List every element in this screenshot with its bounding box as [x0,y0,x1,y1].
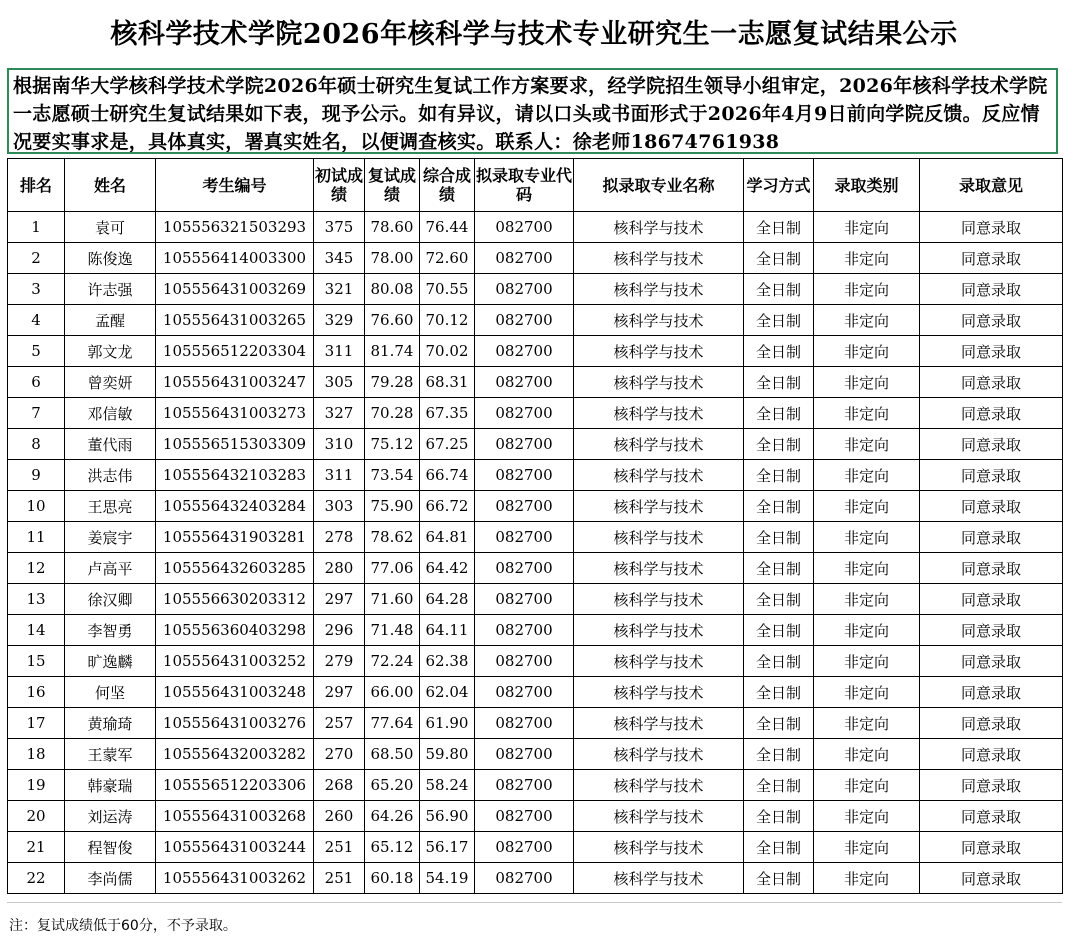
cell-candidate-id: 105556431003248 [156,677,314,708]
table-row [8,491,1063,522]
header-rank: 排名 [8,159,65,212]
cell-admission-opinion: 同意录取 [920,336,1063,367]
cell-rank: 18 [8,739,65,770]
cell-major-code: 082700 [475,863,574,894]
cell-study-mode: 全日制 [744,553,814,584]
cell-initial-score: 279 [314,646,365,677]
cell-initial-score: 311 [314,460,365,491]
cell-total-score: 70.02 [420,336,475,367]
cell-candidate-id: 105556431003273 [156,398,314,429]
cell-study-mode: 全日制 [744,584,814,615]
cell-major-name: 核科学与技术 [574,708,744,739]
cell-name: 程智俊 [65,832,156,863]
cell-admission-opinion: 同意录取 [920,770,1063,801]
cell-total-score: 56.17 [420,832,475,863]
cell-candidate-id: 105556431003244 [156,832,314,863]
table-row [8,770,1063,801]
cell-candidate-id: 105556630203312 [156,584,314,615]
cell-retest-score: 77.06 [365,553,420,584]
cell-admission-opinion: 同意录取 [920,832,1063,863]
cell-initial-score: 310 [314,429,365,460]
cell-admission-type: 非定向 [814,522,920,553]
cell-major-name: 核科学与技术 [574,212,744,243]
page-title: 核科学技术学院2026年核科学与技术专业研究生一志愿复试结果公示 [110,19,958,50]
cell-retest-score: 66.00 [365,677,420,708]
cell-major-code: 082700 [475,522,574,553]
cell-initial-score: 296 [314,615,365,646]
cell-name: 卢高平 [65,553,156,584]
cell-admission-opinion: 同意录取 [920,429,1063,460]
cell-name: 孟醒 [65,305,156,336]
cell-rank: 9 [8,460,65,491]
cell-major-code: 082700 [475,553,574,584]
cell-name: 郭文龙 [65,336,156,367]
table-row [8,677,1063,708]
cell-rank: 13 [8,584,65,615]
cell-total-score: 76.44 [420,212,475,243]
cell-admission-type: 非定向 [814,336,920,367]
cell-name: 李尚儒 [65,863,156,894]
cell-retest-score: 78.62 [365,522,420,553]
cell-major-name: 核科学与技术 [574,677,744,708]
table-row [8,522,1063,553]
cell-rank: 3 [8,274,65,305]
cell-admission-opinion: 同意录取 [920,367,1063,398]
cell-total-score: 54.19 [420,863,475,894]
cell-admission-opinion: 同意录取 [920,646,1063,677]
cell-retest-score: 71.60 [365,584,420,615]
cell-total-score: 67.25 [420,429,475,460]
cell-candidate-id: 105556432403284 [156,491,314,522]
cell-initial-score: 251 [314,863,365,894]
cell-major-name: 核科学与技术 [574,553,744,584]
cell-retest-score: 78.00 [365,243,420,274]
cell-major-code: 082700 [475,677,574,708]
table-row [8,460,1063,491]
cell-initial-score: 260 [314,801,365,832]
cell-admission-type: 非定向 [814,398,920,429]
cell-admission-type: 非定向 [814,274,920,305]
cell-admission-type: 非定向 [814,212,920,243]
table-row [8,646,1063,677]
cell-initial-score: 305 [314,367,365,398]
header-retest-score: 复试成绩 [365,159,420,212]
cell-study-mode: 全日制 [744,398,814,429]
cell-name: 李智勇 [65,615,156,646]
cell-total-score: 61.90 [420,708,475,739]
cell-total-score: 56.90 [420,801,475,832]
cell-admission-opinion: 同意录取 [920,801,1063,832]
header-major-code: 拟录取专业代码 [475,159,574,212]
cell-candidate-id: 105556360403298 [156,615,314,646]
cell-major-name: 核科学与技术 [574,584,744,615]
cell-study-mode: 全日制 [744,491,814,522]
cell-name: 陈俊逸 [65,243,156,274]
cell-initial-score: 280 [314,553,365,584]
cell-major-code: 082700 [475,212,574,243]
cell-rank: 10 [8,491,65,522]
table-row [8,863,1063,894]
cell-total-score: 62.38 [420,646,475,677]
cell-retest-score: 76.60 [365,305,420,336]
cell-initial-score: 270 [314,739,365,770]
cell-retest-score: 79.28 [365,367,420,398]
table-body [8,212,1063,894]
cell-total-score: 70.55 [420,274,475,305]
cell-study-mode: 全日制 [744,677,814,708]
cell-study-mode: 全日制 [744,212,814,243]
footnote: 注：复试成绩低于60分，不予录取。 [7,902,1062,946]
results-table [7,158,1063,894]
cell-major-code: 082700 [475,429,574,460]
cell-name: 韩豪瑞 [65,770,156,801]
cell-total-score: 66.74 [420,460,475,491]
cell-total-score: 64.28 [420,584,475,615]
cell-total-score: 64.42 [420,553,475,584]
cell-major-name: 核科学与技术 [574,336,744,367]
cell-admission-opinion: 同意录取 [920,522,1063,553]
cell-retest-score: 71.48 [365,615,420,646]
cell-initial-score: 329 [314,305,365,336]
header-candidate-id: 考生编号 [156,159,314,212]
cell-admission-type: 非定向 [814,367,920,398]
cell-rank: 6 [8,367,65,398]
cell-admission-opinion: 同意录取 [920,863,1063,894]
cell-retest-score: 73.54 [365,460,420,491]
cell-admission-type: 非定向 [814,708,920,739]
cell-rank: 22 [8,863,65,894]
cell-name: 许志强 [65,274,156,305]
cell-rank: 21 [8,832,65,863]
cell-candidate-id: 105556414003300 [156,243,314,274]
cell-admission-type: 非定向 [814,491,920,522]
cell-total-score: 68.31 [420,367,475,398]
table-row [8,739,1063,770]
cell-major-name: 核科学与技术 [574,646,744,677]
cell-candidate-id: 105556431003262 [156,863,314,894]
cell-initial-score: 327 [314,398,365,429]
cell-admission-opinion: 同意录取 [920,584,1063,615]
cell-candidate-id: 105556512203304 [156,336,314,367]
cell-total-score: 64.81 [420,522,475,553]
header-total-score: 综合成绩 [420,159,475,212]
table-row [8,212,1063,243]
header-row [8,159,1063,212]
cell-major-code: 082700 [475,646,574,677]
header-initial-score: 初试成绩 [314,159,365,212]
cell-initial-score: 278 [314,522,365,553]
cell-major-code: 082700 [475,367,574,398]
cell-major-name: 核科学与技术 [574,491,744,522]
table-header [8,159,1063,212]
cell-study-mode: 全日制 [744,460,814,491]
cell-rank: 7 [8,398,65,429]
cell-major-code: 082700 [475,832,574,863]
header-name: 姓名 [65,159,156,212]
cell-rank: 1 [8,212,65,243]
cell-major-name: 核科学与技术 [574,801,744,832]
cell-candidate-id: 105556431903281 [156,522,314,553]
cell-rank: 4 [8,305,65,336]
cell-rank: 2 [8,243,65,274]
cell-initial-score: 251 [314,832,365,863]
cell-name: 黄瑜琦 [65,708,156,739]
cell-candidate-id: 105556512203306 [156,770,314,801]
cell-major-code: 082700 [475,243,574,274]
table-row [8,553,1063,584]
cell-total-score: 62.04 [420,677,475,708]
cell-name: 刘运涛 [65,801,156,832]
table-row [8,336,1063,367]
cell-admission-opinion: 同意录取 [920,398,1063,429]
cell-major-name: 核科学与技术 [574,429,744,460]
cell-name: 董代雨 [65,429,156,460]
cell-admission-opinion: 同意录取 [920,677,1063,708]
cell-major-name: 核科学与技术 [574,615,744,646]
cell-admission-type: 非定向 [814,584,920,615]
table-row [8,305,1063,336]
cell-retest-score: 78.60 [365,212,420,243]
table-row [8,367,1063,398]
cell-name: 旷逸麟 [65,646,156,677]
cell-retest-score: 80.08 [365,274,420,305]
table-row [8,243,1063,274]
table-row [8,429,1063,460]
cell-major-name: 核科学与技术 [574,832,744,863]
cell-study-mode: 全日制 [744,708,814,739]
cell-major-code: 082700 [475,491,574,522]
cell-study-mode: 全日制 [744,646,814,677]
cell-total-score: 66.72 [420,491,475,522]
cell-admission-opinion: 同意录取 [920,615,1063,646]
cell-admission-opinion: 同意录取 [920,708,1063,739]
header-study-mode: 学习方式 [744,159,814,212]
cell-candidate-id: 105556432003282 [156,739,314,770]
cell-admission-type: 非定向 [814,677,920,708]
cell-admission-type: 非定向 [814,801,920,832]
cell-retest-score: 75.12 [365,429,420,460]
cell-admission-type: 非定向 [814,243,920,274]
cell-admission-type: 非定向 [814,429,920,460]
cell-major-code: 082700 [475,739,574,770]
cell-admission-type: 非定向 [814,863,920,894]
cell-name: 徐汉卿 [65,584,156,615]
cell-retest-score: 75.90 [365,491,420,522]
cell-major-name: 核科学与技术 [574,739,744,770]
cell-retest-score: 65.12 [365,832,420,863]
cell-admission-type: 非定向 [814,460,920,491]
cell-study-mode: 全日制 [744,615,814,646]
cell-major-code: 082700 [475,615,574,646]
cell-name: 姜宸宇 [65,522,156,553]
cell-total-score: 59.80 [420,739,475,770]
cell-candidate-id: 105556515303309 [156,429,314,460]
cell-candidate-id: 105556431003247 [156,367,314,398]
cell-candidate-id: 105556431003252 [156,646,314,677]
cell-study-mode: 全日制 [744,243,814,274]
cell-study-mode: 全日制 [744,336,814,367]
cell-name: 袁可 [65,212,156,243]
cell-rank: 20 [8,801,65,832]
cell-study-mode: 全日制 [744,429,814,460]
cell-initial-score: 297 [314,677,365,708]
table-row [8,274,1063,305]
cell-initial-score: 311 [314,336,365,367]
cell-admission-type: 非定向 [814,832,920,863]
cell-admission-opinion: 同意录取 [920,739,1063,770]
cell-total-score: 67.35 [420,398,475,429]
cell-major-code: 082700 [475,336,574,367]
cell-initial-score: 297 [314,584,365,615]
cell-study-mode: 全日制 [744,305,814,336]
cell-rank: 17 [8,708,65,739]
cell-candidate-id: 105556431003276 [156,708,314,739]
cell-candidate-id: 105556432603285 [156,553,314,584]
cell-admission-type: 非定向 [814,770,920,801]
cell-retest-score: 64.26 [365,801,420,832]
cell-candidate-id: 105556431003268 [156,801,314,832]
table-row [8,615,1063,646]
cell-rank: 19 [8,770,65,801]
cell-initial-score: 375 [314,212,365,243]
cell-retest-score: 70.28 [365,398,420,429]
cell-study-mode: 全日制 [744,739,814,770]
cell-major-code: 082700 [475,801,574,832]
cell-major-code: 082700 [475,460,574,491]
cell-name: 王蒙军 [65,739,156,770]
cell-rank: 12 [8,553,65,584]
cell-major-name: 核科学与技术 [574,305,744,336]
cell-candidate-id: 105556431003269 [156,274,314,305]
cell-admission-opinion: 同意录取 [920,553,1063,584]
header-admission-type: 录取类别 [814,159,920,212]
cell-initial-score: 257 [314,708,365,739]
cell-admission-type: 非定向 [814,739,920,770]
cell-name: 洪志伟 [65,460,156,491]
cell-admission-type: 非定向 [814,646,920,677]
cell-total-score: 64.11 [420,615,475,646]
cell-rank: 14 [8,615,65,646]
cell-major-code: 082700 [475,770,574,801]
cell-retest-score: 60.18 [365,863,420,894]
cell-major-name: 核科学与技术 [574,460,744,491]
cell-study-mode: 全日制 [744,832,814,863]
cell-major-name: 核科学与技术 [574,243,744,274]
cell-initial-score: 345 [314,243,365,274]
cell-rank: 15 [8,646,65,677]
cell-rank: 5 [8,336,65,367]
cell-name: 何坚 [65,677,156,708]
cell-major-code: 082700 [475,305,574,336]
cell-name: 曾奕妍 [65,367,156,398]
header-major-name: 拟录取专业名称 [574,159,744,212]
cell-study-mode: 全日制 [744,770,814,801]
cell-retest-score: 81.74 [365,336,420,367]
cell-major-code: 082700 [475,708,574,739]
cell-initial-score: 303 [314,491,365,522]
cell-admission-opinion: 同意录取 [920,274,1063,305]
cell-candidate-id: 105556431003265 [156,305,314,336]
cell-admission-type: 非定向 [814,305,920,336]
cell-candidate-id: 105556321503293 [156,212,314,243]
cell-major-name: 核科学与技术 [574,398,744,429]
cell-retest-score: 68.50 [365,739,420,770]
cell-study-mode: 全日制 [744,274,814,305]
table-row [8,832,1063,863]
cell-study-mode: 全日制 [744,367,814,398]
cell-major-name: 核科学与技术 [574,770,744,801]
cell-rank: 8 [8,429,65,460]
cell-study-mode: 全日制 [744,522,814,553]
cell-study-mode: 全日制 [744,863,814,894]
cell-name: 邓信敏 [65,398,156,429]
notice-text: 根据南华大学核科学技术学院2026年硕士研究生复试工作方案要求，经学院招生领导小组审定，2026年核科学技术学院一志愿硕士研究生复试结果如下表，现予公示。如有异议，请以口头或书面形式于2026年4月9日前向学院反馈。反应情况要实事求是，具体真实，署真实姓名，以便调查核实。联系人：徐老师18674761938 [7,68,1058,154]
cell-major-name: 核科学与技术 [574,522,744,553]
cell-admission-type: 非定向 [814,615,920,646]
cell-retest-score: 72.24 [365,646,420,677]
cell-admission-opinion: 同意录取 [920,212,1063,243]
cell-major-code: 082700 [475,584,574,615]
cell-retest-score: 77.64 [365,708,420,739]
cell-retest-score: 65.20 [365,770,420,801]
cell-rank: 11 [8,522,65,553]
cell-candidate-id: 105556432103283 [156,460,314,491]
table-row [8,801,1063,832]
cell-total-score: 70.12 [420,305,475,336]
header-admission-opinion: 录取意见 [920,159,1063,212]
cell-study-mode: 全日制 [744,801,814,832]
cell-initial-score: 268 [314,770,365,801]
cell-rank: 16 [8,677,65,708]
cell-initial-score: 321 [314,274,365,305]
cell-admission-opinion: 同意录取 [920,460,1063,491]
cell-admission-opinion: 同意录取 [920,305,1063,336]
cell-name: 王思亮 [65,491,156,522]
cell-total-score: 72.60 [420,243,475,274]
cell-admission-opinion: 同意录取 [920,243,1063,274]
cell-total-score: 58.24 [420,770,475,801]
cell-major-name: 核科学与技术 [574,863,744,894]
table-row [8,584,1063,615]
table-row [8,708,1063,739]
table-row [8,398,1063,429]
cell-major-code: 082700 [475,398,574,429]
cell-major-code: 082700 [475,274,574,305]
cell-admission-opinion: 同意录取 [920,491,1063,522]
cell-admission-type: 非定向 [814,553,920,584]
cell-major-name: 核科学与技术 [574,367,744,398]
cell-major-name: 核科学与技术 [574,274,744,305]
